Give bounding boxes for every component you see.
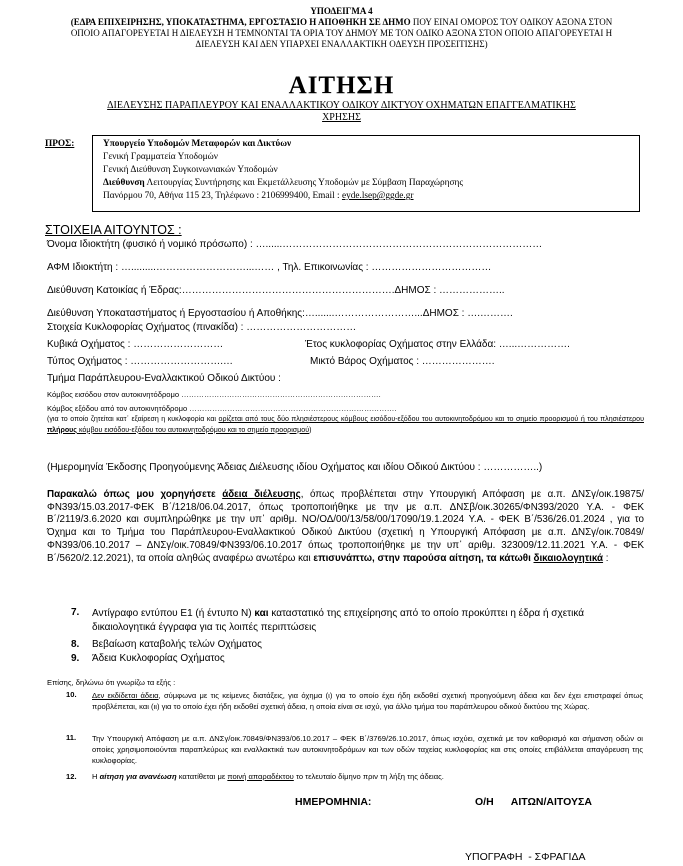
declaration-item: Την Υπουργική Απόφαση με α.π. ΔΝΣγ/οικ.70849/ΦΝ393/06.10.2017 – ΦΕΚ Β΄/3769/26.10.2017, όπως ισχύει, σχετικά με τον καθορισμό και σήμανση οδών οι οποίες χρησιμοποιούνται παραπλεύρως και εναλλακτικά των αυτοκινητοδρόμων και των οδών ταχείας κυκλοφορίας και στις οποίες επιβάλλεται απαγόρευση της κυκλοφορίας. bbox=[92, 734, 643, 765]
applicant-signature-label: Ο/Η ΑΙΤΩΝ/ΑΙΤΟΥΣΑ bbox=[475, 796, 592, 808]
declaration-number: 10. bbox=[66, 690, 77, 699]
hq-address-field[interactable]: Διεύθυνση Κατοικίας ή Έδρας:……………………………………………………….ΔΗΜΟΣ : ……………….. bbox=[47, 285, 505, 296]
segment-note: (για το οποίο ζητείται κατ᾽ εξαίρεση η κυκλοφορία και ορίζεται από τους δύο πλησιέστερους κόμβους εισόδου-εξόδου του αυτοκινητοδρόμου και το σημείο προορισμού ή του πλησιέστερου πλήρους κόμβου εισόδου-εξόδου του αυτοκινητοδρόμου και το σημείο προορισμού) bbox=[47, 415, 644, 434]
previous-permit-field[interactable]: (Ημερομηνία Έκδοσης Προηγούμενης Άδειας Διέλευσης ιδίου Οχήματος και ιδίου Οδικού Δικτύου : ……………..) bbox=[47, 462, 543, 473]
recipient-secretariat: Γενική Γραμματεία Υποδομών bbox=[103, 152, 218, 162]
header-note-line3: ΔΙΕΛΕΥΣΗ ΚΑΙ ΔΕΝ ΥΠΑΡΧΕΙ ΕΝΑΛΛΑΚΤΙΚΗ ΟΔΕΥΣΗ ΠΡΟΣΕΙΤΙΣΗΣ) bbox=[195, 39, 488, 49]
attachment-item: Βεβαίωση καταβολής τελών Οχήματος bbox=[92, 639, 262, 650]
header-note-line2: ΟΠΟΙΟ ΑΠΑΓΟΡΕΥΕΤΑΙ Η ΔΙΕΛΕΥΣΗ Η ΤΕΜΝΟΝΤΑΙ ΤΑ ΟΡΙΑ ΤΟΥ ΔΗΜΟΥ ΜΕ ΤΟΝ ΟΔΙΚΟ ΑΞΟΝΑ ΣΤΟΝ ΟΠΟΙΟ ΑΠΑΓΟΡΕΥΕΤΑΙ Η bbox=[70, 28, 613, 38]
request-paragraph: Παρακαλώ όπως μου χορηγήσετε άδεια διέλευσης, όπως προβλέπεται στην Υπουργική Απόφαση με α.π. ΔΝΣγ/οικ.19875/ΦΝ393/15.03.2017-ΦΕΚ Β΄/1218/06.04.2017, όπως τροποποιήθηκε με την με α.π. ΔΝΣβ/οικ.30265/ΦΝ393/2020 Υ.Α. - ΦΕΚ Β΄/2119/3.6.2020 και συμπληρώθηκε με την υπ᾽ αριθμ. ΝΟ/ΟΔ/00/13/58/00/17090/19.1.2024 Υ.Α. - ΦΕΚ Β΄/536/26.01.2024 , για το Όχημα και το Τμήμα του Παράπλευρου-Εναλλακτικού Οδικού Δικτύου (σχετική η Υπουργική Απόφαση με α.π. ΔΝΣγ/οικ.70849/ΦΝ393/06.10.2017 – ΔΝΣγ/οικ.70849/ΦΝ393/06.10.2017 όπως τροποποιήθηκε με την υπ᾽ αριθμ. 323009/12.11.2021 Υ.Α. - ΦΕΚ Β΄/5620/2.12.2021), τα οποία αληθώς αναφέρω ανωτέρω και επισυνάπτω, στην παρούσα αίτηση, τα κάτωθι δικαιολογητικά : bbox=[47, 489, 644, 564]
gross-weight-field[interactable]: Μικτό Βάρος Οχήματος : …………………. bbox=[310, 356, 495, 367]
recipient-contact: Πανόρμου 70, Αθήνα 115 23, Τηλέφωνο : 2106999400, Email : eyde.lsep@ggde.gr bbox=[103, 191, 414, 201]
recipient-label: ΠΡΟΣ: bbox=[45, 139, 75, 149]
declaration-item: Η αίτηση για ανανέωση κατατίθεται με ποινή απαραδέκτου το τελευταίο δίμηνο πριν τη λήξη της άδειας. bbox=[92, 772, 444, 781]
segment-label: Τμήμα Παράπλευρου-Εναλλακτικού Οδικού Δικτύου : bbox=[47, 373, 281, 384]
declaration-item: Δεν εκδίδεται άδεια, σύμφωνα με τις κείμενες διατάξεις, για όχημα (ι) για το οποίο έχει ήδη εκδοθεί σχετική προηγούμενη άδεια και δεν έχει επιστραφεί όπως προβλέπεται, και (ιι) για το οποίο έχει ήδη εκδοθεί σχετική άδεια, η οποία είναι σε ισχύ, για άλλο τμήμα του παράπλευρου οδικού δικτύου της Χώρας. bbox=[92, 691, 644, 711]
attachment-item: Άδεια Κυκλοφορίας Οχήματος bbox=[92, 653, 225, 664]
declaration-number: 11. bbox=[66, 733, 77, 742]
declaration-number: 12. bbox=[66, 772, 77, 781]
email-link[interactable]: eyde.lsep@ggde.gr bbox=[341, 191, 414, 201]
attachment-item: Αντίγραφο εντύπου Ε1 (ή έντυπο Ν) και καταστατικό της επιχείρησης από το οποίο προκύπτει η έδρα ή σχετικά δικαιολογητικά έγγραφα για τις λοιπές περιπτώσεις bbox=[92, 608, 584, 633]
header-note-line1: (ΕΔΡΑ ΕΠΙΧΕΙΡΗΣΗΣ, ΥΠΟΚΑΤΑΣΤΗΜΑ, ΕΡΓΟΣΤΑΣΙΟ Η ΑΠΟΘΗΚΗ ΣΕ ΔΗΜΟ ΠΟΥ ΕΙΝΑΙ ΟΜΟΡΟΣ ΤΟΥ ΟΔΙΚΟΥ ΑΞΟΝΑ ΣΤΟΝ bbox=[70, 17, 613, 27]
branch-address-field[interactable]: Διεύθυνση Υποκαταστήματος ή Εργοστασίου ή Αποθήκης:….......……………………...ΔΗΜΟΣ : ….………. bbox=[47, 308, 513, 319]
applicant-section-title: ΣΤΟΙΧΕΙΑ ΑΙΤΟΥΝΤΟΣ : bbox=[45, 223, 182, 237]
declarations-intro: Επίσης, δηλώνω ότι γνωρίζω τα εξής : bbox=[47, 678, 176, 687]
attachment-number: 8. bbox=[71, 639, 80, 650]
entry-node-field[interactable]: Κόμβος εισόδου στον αυτοκινητόδρομο ……………………………………………………………………. bbox=[47, 390, 381, 399]
attachment-number: 9. bbox=[71, 653, 80, 664]
exit-node-field[interactable]: Κόμβος εξόδου από τον αυτοκινητόδρομο ………………………………………………………………………. bbox=[47, 404, 397, 413]
template-label: ΥΠΟΔΕΙΓΜΑ 4 bbox=[310, 6, 373, 16]
registration-year-field[interactable]: Έτος κυκλοφορίας Οχήματος στην Ελλάδα: …...……………. bbox=[305, 339, 570, 350]
signature-stamp-label: ΥΠΟΓΡΑΦΗ - ΣΦΡΑΓΙΔΑ bbox=[465, 851, 586, 863]
attachment-number: 7. bbox=[71, 607, 80, 618]
volume-field[interactable]: Κυβικά Οχήματος : ……………………… bbox=[47, 339, 224, 350]
subtitle-line1: ΔΙΕΛΕΥΣΗΣ ΠΑΡΑΠΛΕΥΡΟΥ ΚΑΙ ΕΝΑΛΛΑΚΤΙΚΟΥ ΟΔΙΚΟΥ ΔΙΚΤΥΟΥ ΟΧΗΜΑΤΩΝ ΕΠΑΓΓΕΛΜΑΤΙΚΗΣ bbox=[107, 100, 576, 111]
plate-field[interactable]: Στοιχεία Κυκλοφορίας Οχήματος (πινακίδα) : …………………………… bbox=[47, 322, 357, 333]
recipient-ministry: Υπουργείο Υποδομών Μεταφορών και Δικτύων bbox=[103, 139, 292, 149]
page-title: ΑΙΤΗΣΗ bbox=[288, 72, 395, 99]
date-label: ΗΜΕΡΟΜΗΝΙΑ: bbox=[295, 796, 372, 808]
recipient-directorate: Διεύθυνση Λειτουργίας Συντήρησης και Εκμετάλλευσης Υποδομών με Σύμβαση Παραχώρησης bbox=[103, 178, 464, 188]
afm-phone-field[interactable]: ΑΦΜ Ιδιοκτήτη : ….........………………………...…… , Τηλ. Επικοινωνίας : ……………………………… bbox=[47, 262, 492, 273]
vehicle-type-field[interactable]: Τύπος Οχήματος : ……………………….… bbox=[47, 356, 234, 367]
subtitle-line2: ΧΡΗΣΗΣ bbox=[322, 112, 361, 123]
recipient-directorate-general: Γενική Διεύθυνση Συγκοινωνιακών Υποδομών bbox=[103, 165, 278, 175]
owner-name-field[interactable]: Όνομα Ιδιοκτήτη (φυσικό ή νομικό πρόσωπο) : …......…………………………………………………………………… bbox=[47, 239, 543, 250]
